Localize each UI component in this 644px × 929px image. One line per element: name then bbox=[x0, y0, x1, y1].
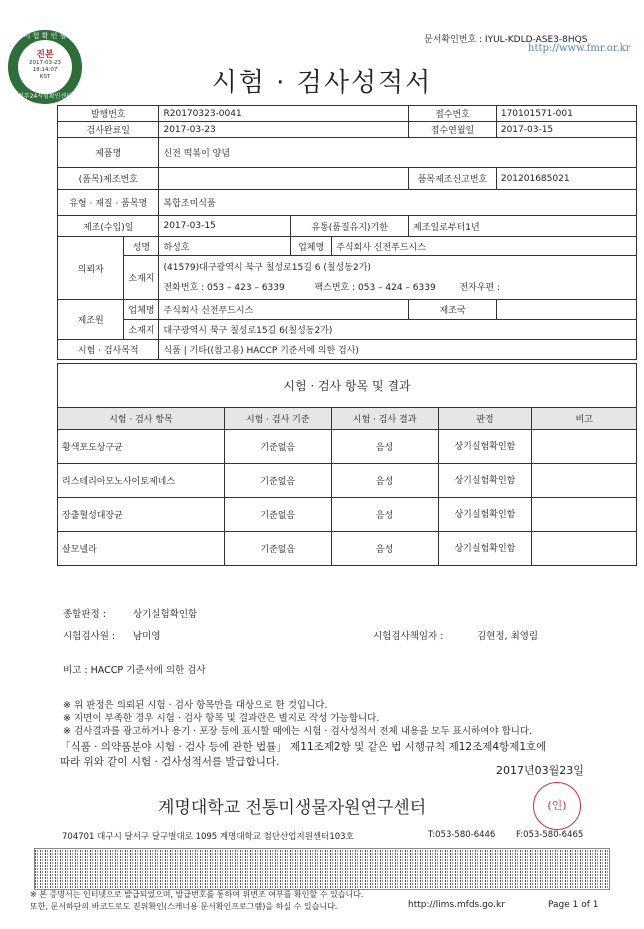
label-client: 의뢰자 bbox=[58, 237, 124, 300]
test-verdict: 상기실험확인함 bbox=[438, 464, 532, 498]
table-row bbox=[58, 430, 637, 464]
header-standard: 시험 · 검사 기준 bbox=[224, 408, 331, 430]
label-tester: 시험검사원 : bbox=[63, 631, 116, 642]
label-done-date: 검사완료일 bbox=[58, 122, 159, 138]
receipt-date: 2017-03-15 bbox=[496, 122, 636, 138]
maker-company: 주식회사 신전푸드시스 bbox=[159, 300, 409, 320]
document-title: 시험 · 검사성적서 bbox=[211, 68, 433, 98]
purpose: 식품 | 기타((참고용) HACCP 기준서에 의한 검사) bbox=[159, 340, 637, 360]
results-table bbox=[57, 363, 637, 566]
label-judgement: 종합판정 : bbox=[63, 609, 106, 620]
label-country: 제조국 bbox=[409, 300, 497, 320]
manager: 김현정, 최영림 bbox=[477, 631, 539, 642]
remark: 비고 : HACCP 기준서에 의한 검사 bbox=[63, 665, 206, 676]
test-result: 음성 bbox=[331, 532, 438, 566]
page-number: Page 1 of 1 bbox=[548, 900, 599, 910]
label-name: 성명 bbox=[124, 237, 159, 256]
client-fax: 팩스번호 : 053 – 424 – 6339 bbox=[314, 282, 436, 293]
mfg-date: 2017-03-15 bbox=[159, 216, 291, 237]
label-issue-no: 발행번호 bbox=[58, 106, 159, 122]
seal-timezone: KST bbox=[39, 74, 51, 80]
test-standard: 기준없음 bbox=[224, 464, 331, 498]
footer-url: http://lims.mfds.go.kr bbox=[408, 900, 505, 910]
label-serial: (품목)제조번호 bbox=[58, 168, 159, 190]
receipt-no: 170101571-001 bbox=[496, 106, 636, 122]
client-phone: 전화번호 : 053 – 423 – 6339 bbox=[163, 282, 285, 293]
note-3: ※ 검사결과를 광고하거나 용기 · 포장 등에 표시할 때에는 시험 · 검사성적서 전체 내용을 모두 표시하여야 합니다. bbox=[63, 726, 533, 737]
test-note bbox=[532, 430, 637, 464]
footer-note-2: 또한, 문서하단의 바코드로도 진위확인(스캐너용 문서확인프로그램)을 하실 수 있습니다. bbox=[30, 902, 338, 911]
info-table bbox=[57, 105, 637, 360]
label-maker: 제조원 bbox=[58, 300, 124, 340]
law-line-1: 「식품 · 의약품분야 시험 · 검사 등에 관한 법률」 제11조제2항 및 같은 법 시행규칙 제12조제4항제1호에 bbox=[60, 741, 547, 753]
footer-note-1: ※ 본 증명서는 인터넷으로 발급되었으며, 발급번호를 통하여 위변조 여부를 확인할 수 있습니다. bbox=[30, 890, 364, 899]
label-product: 제품명 bbox=[58, 138, 159, 168]
seal-bottom-text: 정부24시험확인센터 bbox=[17, 93, 72, 100]
serial-no bbox=[159, 168, 409, 190]
url-watermark: http://www.fmr.or.kr bbox=[528, 43, 631, 54]
seal-authentic-text: 진본 bbox=[36, 50, 54, 60]
test-note bbox=[532, 464, 637, 498]
verification-barcode bbox=[34, 848, 610, 890]
document-id: 문서확인번호 : IYUL-KDLD-ASE3-8HQS bbox=[424, 35, 588, 45]
note-2: ※ 지면이 부족한 경우 시험 · 검사 항목 및 결과란은 별지로 작성 가능합니다. bbox=[63, 713, 380, 724]
country bbox=[496, 300, 636, 320]
header-note: 비고 bbox=[532, 408, 637, 430]
client-company: 주식회사 신전푸드시스 bbox=[332, 237, 637, 256]
client-email: 전자우편 : bbox=[459, 282, 501, 293]
label-expiry: 유통(품질유지)기한 bbox=[291, 216, 409, 237]
label-maker-company: 업체명 bbox=[124, 300, 159, 320]
test-item: 리스테리아모노사이토제네스 bbox=[58, 464, 225, 498]
results-header-row bbox=[58, 408, 637, 430]
organization-name: 계명대학교 전통미생물자원연구센터 bbox=[158, 798, 427, 818]
official-stamp: (인) bbox=[533, 782, 581, 830]
label-report-no: 품목제조신고번호 bbox=[409, 168, 497, 190]
test-item: 장출혈성대장균 bbox=[58, 498, 225, 532]
header-result: 시험 · 검사 결과 bbox=[331, 408, 438, 430]
label-mfg-date: 제조(수입)일 bbox=[58, 216, 159, 237]
seal-time: 18:14:07 bbox=[32, 67, 58, 73]
law-line-2: 따라 위와 같이 시험 · 검사성적서를 발급합니다. bbox=[60, 756, 280, 768]
done-date: 2017-03-23 bbox=[159, 122, 409, 138]
test-standard: 기준없음 bbox=[224, 430, 331, 464]
results-heading: 시험 · 검사 항목 및 결과 bbox=[58, 364, 637, 408]
table-row bbox=[58, 532, 637, 566]
label-receipt-date: 접수연월일 bbox=[409, 122, 497, 138]
client-name: 하성호 bbox=[159, 237, 291, 256]
issue-no: R20170323-0041 bbox=[159, 106, 409, 122]
label-type: 유형 · 재질 · 품목명 bbox=[58, 190, 159, 216]
report-no: 201201685021 bbox=[496, 168, 636, 190]
label-address: 소재지 bbox=[124, 256, 159, 300]
client-address: (41579)대구광역시 북구 칠성로15길 6 (칠성동2가) bbox=[163, 262, 371, 273]
client-contacts bbox=[163, 278, 632, 298]
test-item: 살모넬라 bbox=[58, 532, 225, 566]
test-result: 음성 bbox=[331, 464, 438, 498]
tester: 남미영 bbox=[133, 631, 161, 642]
label-receipt-no: 접수번호 bbox=[409, 106, 497, 122]
product-name: 신전 떡볶이 양념 bbox=[159, 138, 637, 168]
seal-top-text: 시 험 확 인 필 bbox=[23, 32, 67, 40]
client-address-cell bbox=[159, 256, 637, 300]
test-verdict: 상기실험확인함 bbox=[438, 430, 532, 464]
table-row bbox=[58, 498, 637, 532]
label-purpose: 시험 · 검사목적 bbox=[58, 340, 159, 360]
test-standard: 기준없음 bbox=[224, 498, 331, 532]
test-item: 황색포도상구균 bbox=[58, 430, 225, 464]
header-item: 시험 · 검사 항목 bbox=[58, 408, 225, 430]
seal-date: 2017-03-23 bbox=[29, 60, 61, 66]
note-1: ※ 위 판정은 의뢰된 시험 · 검사 항목만을 대상으로 한 것입니다. bbox=[63, 700, 328, 711]
test-result: 음성 bbox=[331, 498, 438, 532]
org-tel: T:053-580-6446 bbox=[428, 830, 496, 840]
label-maker-address: 소재지 bbox=[124, 320, 159, 340]
test-verdict: 상기실험확인함 bbox=[438, 498, 532, 532]
header-verdict: 판정 bbox=[438, 408, 532, 430]
expiry: 제조일로부터1년 bbox=[409, 216, 637, 237]
label-company: 업체명 bbox=[291, 237, 332, 256]
label-manager: 시험검사책임자 : bbox=[373, 631, 444, 642]
judgement: 상기실험확인함 bbox=[133, 609, 198, 620]
table-row bbox=[58, 464, 637, 498]
org-address: 704701 대구시 달서구 달구벌대로 1095 계명대학교 첨단산업지원센터103호 bbox=[62, 832, 354, 842]
org-fax: F:053-580-6465 bbox=[516, 830, 584, 840]
issue-date: 2017년03월23일 bbox=[496, 764, 584, 777]
maker-address: 대구광역시 북구 칠성로15길 6(칠성동2가) bbox=[159, 320, 637, 340]
test-note bbox=[532, 532, 637, 566]
test-standard: 기준없음 bbox=[224, 532, 331, 566]
product-type: 복합조미식품 bbox=[159, 190, 637, 216]
test-note bbox=[532, 498, 637, 532]
test-result: 음성 bbox=[331, 430, 438, 464]
test-verdict: 상기실험확인함 bbox=[438, 532, 532, 566]
